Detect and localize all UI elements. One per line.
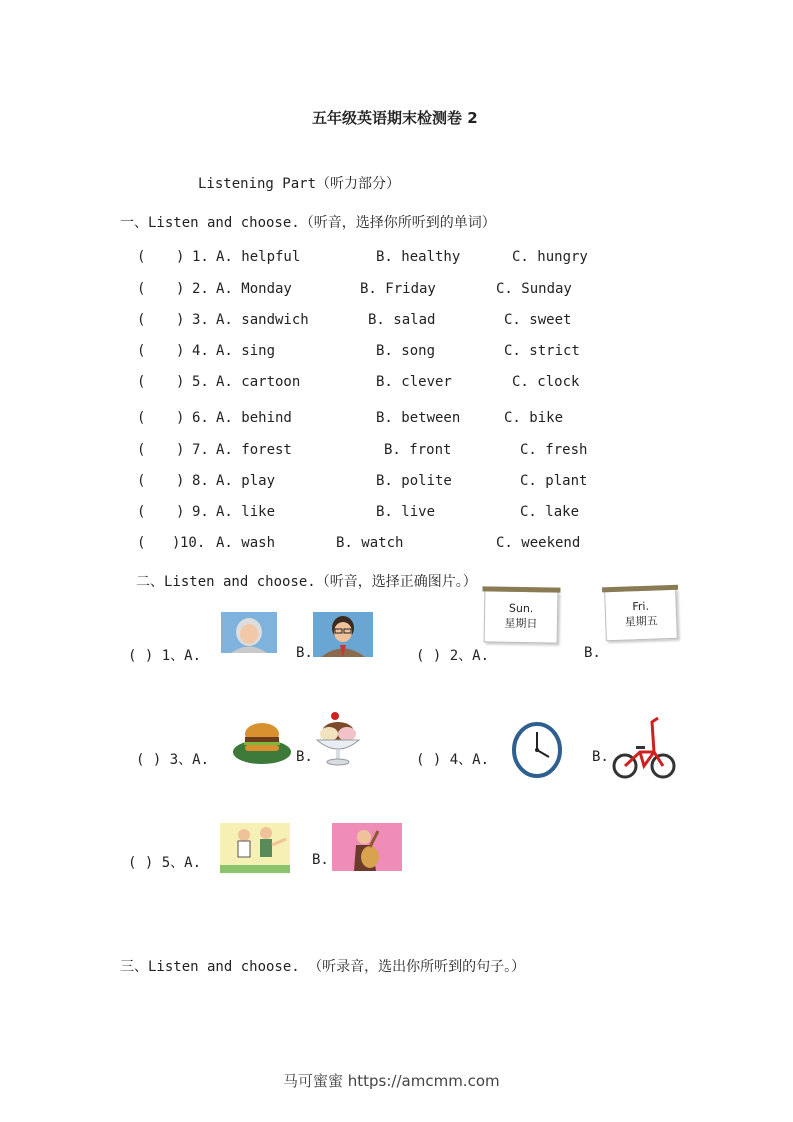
section2-heading: 二、Listen and choose.（听音，选择正确图片。） xyxy=(136,574,477,590)
man-with-glasses-picture xyxy=(313,612,373,657)
answer-paren-open: ( xyxy=(137,281,146,297)
option-c: C. lake xyxy=(520,504,580,520)
playing-pipa-picture xyxy=(332,823,402,871)
option-b: B. clever xyxy=(376,374,452,390)
picture-question-3: ( ) 3、A. xyxy=(136,752,210,768)
option-b: B. live xyxy=(376,504,436,520)
answer-paren-open: ( xyxy=(137,535,146,551)
answer-paren-open: ( xyxy=(137,473,146,489)
option-b: B. Friday xyxy=(360,281,436,297)
answer-paren-open: ( xyxy=(137,343,146,359)
calendar-friday-cn: 星期五 xyxy=(624,614,658,629)
answer-paren-open: ( xyxy=(137,374,146,390)
option-b-label: B. xyxy=(592,749,609,765)
option-a: A. play xyxy=(216,473,276,489)
question-number: 5. xyxy=(192,374,209,390)
picture-question-1: ( ) 1、A. xyxy=(128,648,202,664)
option-a: A. sandwich xyxy=(216,312,309,328)
option-a: A. behind xyxy=(216,410,292,426)
answer-paren-close: ) xyxy=(176,312,185,328)
answer-paren-close: ) xyxy=(176,343,185,359)
option-c: C. bike xyxy=(504,410,564,426)
option-b: B. song xyxy=(376,343,436,359)
calendar-friday-picture xyxy=(604,589,678,641)
option-c: C. sweet xyxy=(504,312,572,328)
option-b-label: B. xyxy=(584,645,601,661)
kung-fu-picture xyxy=(220,823,290,873)
option-c: C. hungry xyxy=(512,249,588,265)
answer-paren-open: ( xyxy=(137,410,146,426)
section1-heading: 一、Listen and choose.（听音，选择你所听到的单词） xyxy=(120,215,496,231)
option-b-label: B. xyxy=(296,645,313,661)
grandma-picture xyxy=(221,612,277,653)
option-a: A. forest xyxy=(216,442,292,458)
picture-question-5: ( ) 5、A. xyxy=(128,855,202,871)
answer-paren-open: ( xyxy=(137,442,146,458)
section3-heading: 三、Listen and choose. （听录音，选出你所听到的句子。） xyxy=(120,959,526,975)
calendar-sunday-en: Sun. xyxy=(508,601,534,616)
question-number: 4. xyxy=(192,343,209,359)
option-c: C. weekend xyxy=(496,535,581,551)
question-number: 10. xyxy=(180,535,206,551)
question-number: 6. xyxy=(192,410,209,426)
answer-paren-open: ( xyxy=(137,504,146,520)
option-c: C. strict xyxy=(504,343,580,359)
question-number: 1. xyxy=(192,249,209,265)
picture-question-2: ( ) 2、A. xyxy=(416,648,490,664)
question-number: 8. xyxy=(192,473,209,489)
option-b: B. salad xyxy=(368,312,436,328)
option-b-label: B. xyxy=(312,852,329,868)
question-number: 2. xyxy=(192,281,209,297)
page-title: 五年级英语期末检测卷 2 xyxy=(312,109,478,127)
bicycle-picture xyxy=(612,714,676,780)
answer-paren-close: ) xyxy=(176,249,185,265)
option-a: A. like xyxy=(216,504,276,520)
ice-cream-sundae-picture xyxy=(313,710,363,768)
question-number: 3. xyxy=(192,312,209,328)
answer-paren-open: ( xyxy=(137,312,146,328)
answer-paren-close: ) xyxy=(176,442,185,458)
clock-picture xyxy=(512,722,562,778)
question-number: 7. xyxy=(192,442,209,458)
hamburger-picture xyxy=(232,720,292,765)
option-c: C. plant xyxy=(520,473,588,489)
answer-paren-close: ) xyxy=(176,281,185,297)
option-a: A. cartoon xyxy=(216,374,301,390)
answer-paren-open: ( xyxy=(137,249,146,265)
option-a: A. sing xyxy=(216,343,276,359)
calendar-friday-en: Fri. xyxy=(632,599,650,614)
answer-paren-close: ) xyxy=(176,504,185,520)
answer-paren-close: ) xyxy=(176,410,185,426)
answer-paren-close: ) xyxy=(172,535,181,551)
footer-watermark: 马可蜜蜜 https://amcmm.com xyxy=(283,1072,500,1090)
option-b: B. watch xyxy=(336,535,404,551)
option-a: A. helpful xyxy=(216,249,301,265)
option-b: B. healthy xyxy=(376,249,461,265)
calendar-sunday-picture xyxy=(484,590,559,643)
option-b-label: B. xyxy=(296,749,313,765)
option-b: B. polite xyxy=(376,473,452,489)
answer-paren-close: ) xyxy=(176,473,185,489)
option-a: A. wash xyxy=(216,535,276,551)
option-c: C. fresh xyxy=(520,442,588,458)
answer-paren-close: ) xyxy=(176,374,185,390)
calendar-sunday-cn: 星期日 xyxy=(504,616,538,631)
listening-part-heading: Listening Part（听力部分） xyxy=(198,176,401,192)
option-a: A. Monday xyxy=(216,281,292,297)
option-b: B. between xyxy=(376,410,461,426)
option-c: C. Sunday xyxy=(496,281,572,297)
question-number: 9. xyxy=(192,504,209,520)
picture-question-4: ( ) 4、A. xyxy=(416,752,490,768)
option-c: C. clock xyxy=(512,374,580,390)
option-b: B. front xyxy=(384,442,452,458)
